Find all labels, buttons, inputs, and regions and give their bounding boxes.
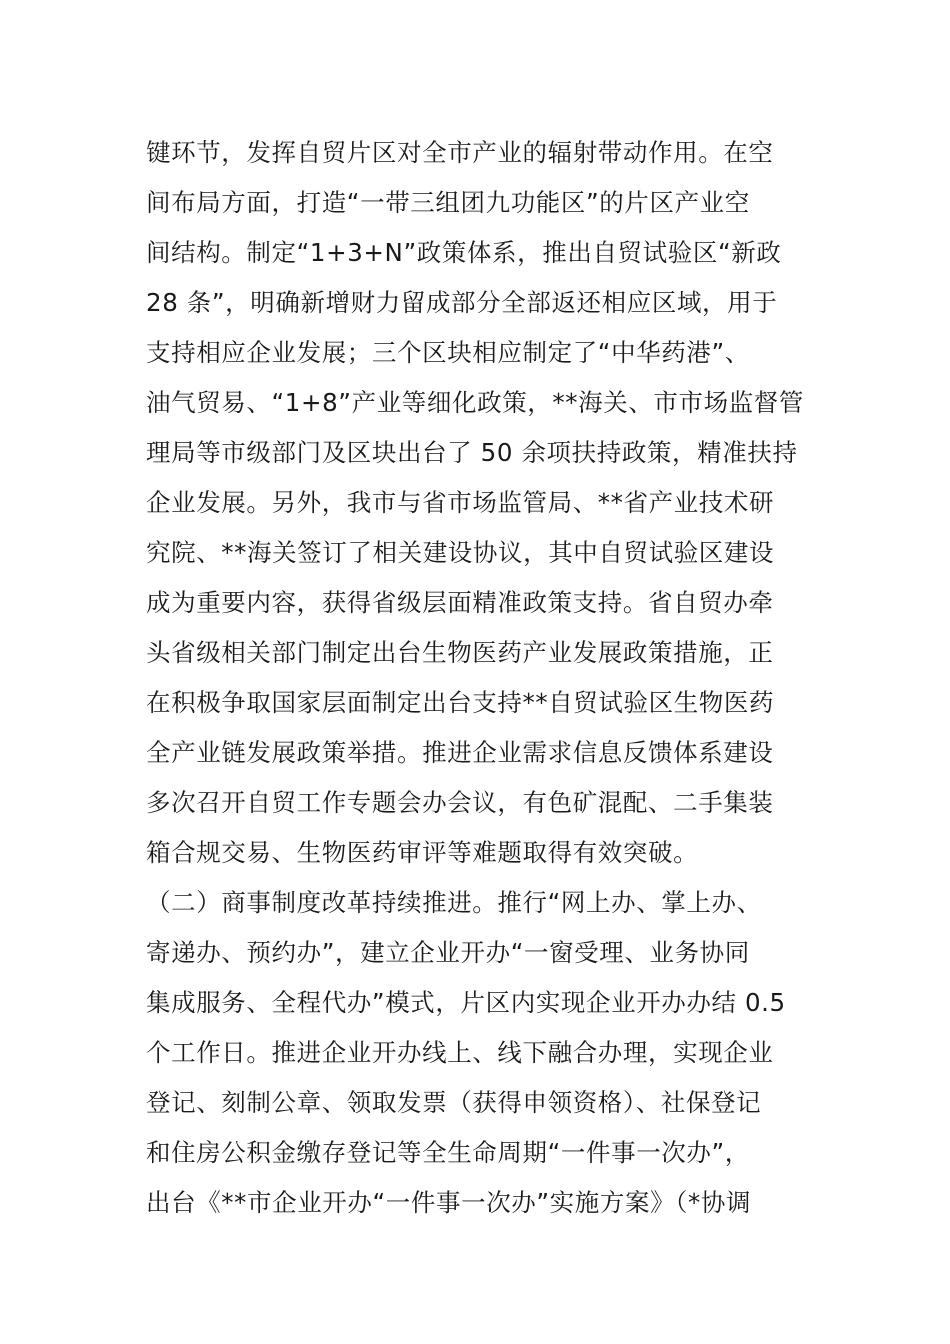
text-line: 出台《**市企业开办“一件事一次办”实施方案》（*协调 bbox=[146, 1188, 752, 1217]
text-line: 寄递办、预约办”，建立企业开办“一窗受理、业务协同 bbox=[146, 938, 750, 967]
text-line: 间布局方面，打造“一带三组团九功能区”的片区产业空 bbox=[146, 188, 750, 217]
text-line: 多次召开自贸工作专题会办会议，有色矿混配、二手集装 bbox=[146, 788, 774, 817]
text-line: 间结构。制定“1+3+N”政策体系，推出自贸试验区“新政 bbox=[146, 238, 782, 267]
text-line: 全产业链发展政策举措。推进企业需求信息反馈体系建设 bbox=[146, 738, 774, 767]
text-line: 28 条”，明确新增财力留成部分全部返还相应区域，用于 bbox=[146, 288, 778, 317]
text-line: 箱合规交易、生物医药审评等难题取得有效突破。 bbox=[146, 838, 699, 867]
text-line: 企业发展。另外，我市与省市场监管局、**省产业技术研 bbox=[146, 488, 775, 517]
text-line: 在积极争取国家层面制定出台支持**自贸试验区生物医药 bbox=[146, 688, 775, 717]
text-line: 头省级相关部门制定出台生物医药产业发展政策措施，正 bbox=[146, 638, 774, 667]
body-text bbox=[146, 128, 808, 1228]
text-line: 成为重要内容，获得省级层面精准政策支持。省自贸办牵 bbox=[146, 588, 774, 617]
text-line: 个工作日。推进企业开办线上、线下融合办理，实现企业 bbox=[146, 1038, 774, 1067]
text-line: 油气贸易、“1+8”产业等细化政策，**海关、市市场监督管 bbox=[146, 388, 804, 417]
text-line: 键环节，发挥自贸片区对全市产业的辐射带动作用。在空 bbox=[146, 138, 774, 167]
text-line: 究院、**海关签订了相关建设协议，其中自贸试验区建设 bbox=[146, 538, 775, 567]
text-line: 登记、刻制公章、领取发票（获得申领资格）、社保登记 bbox=[146, 1088, 762, 1117]
text-line: 支持相应企业发展；三个区块相应制定了“中华药港”、 bbox=[146, 338, 750, 367]
text-line: 理局等市级部门及区块出台了 50 余项扶持政策，精准扶持 bbox=[146, 438, 798, 467]
text-line: 集成服务、全程代办”模式，片区内实现企业开办办结 0.5 bbox=[146, 988, 786, 1017]
text-line: 和住房公积金缴存登记等全生命周期“一件事一次办”， bbox=[146, 1138, 750, 1167]
section-heading-line: （二）商事制度改革持续推进。推行“网上办、掌上办、 bbox=[146, 888, 762, 917]
